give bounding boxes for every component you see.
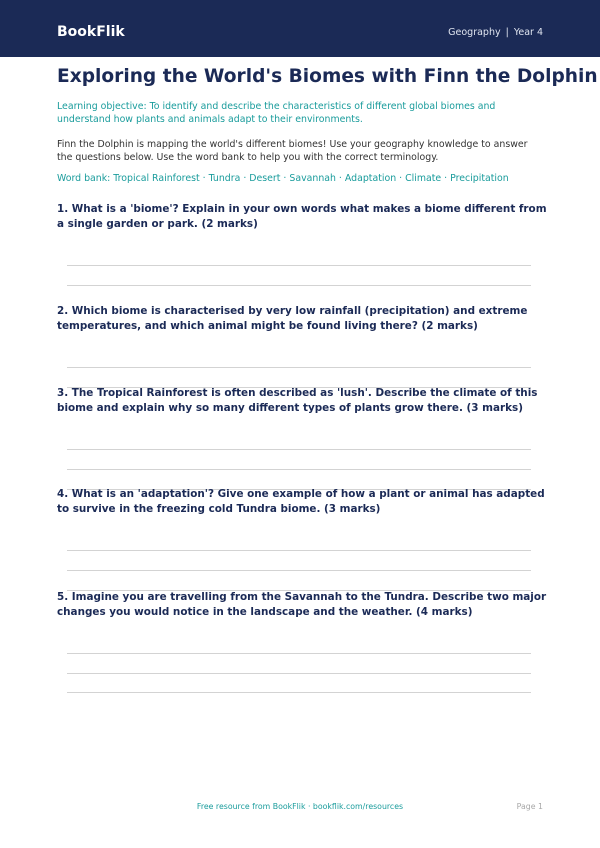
intro-paragraph: Finn the Dolphin is mapping the world's different biomes! Use your geography knowledge to answer the questions below. Use the word bank to help you with the correct terminology.: [57, 139, 528, 163]
page-number: Page 1: [516, 802, 543, 811]
answer-line[interactable]: [67, 469, 531, 470]
worksheet-title: Exploring the World's Biomes with Finn the Dolphin: [57, 66, 598, 87]
header-meta: [448, 27, 543, 39]
question-1: 1. What is a 'biome'? Explain in your own words what makes a biome different from a single garden or park. (2 marks): [57, 203, 547, 230]
answer-line[interactable]: [67, 449, 531, 450]
answer-line[interactable]: [67, 692, 531, 693]
answer-line[interactable]: [67, 367, 531, 368]
answer-line[interactable]: [67, 550, 531, 551]
question-5: 5. Imagine you are travelling from the Savannah to the Tundra. Describe two major changes you would notice in the landscape and the weather. (4 marks): [57, 591, 547, 618]
answer-line[interactable]: [67, 570, 531, 571]
question-4: 4. What is an 'adaptation'? Give one example of how a plant or animal has adapted to survive in the freezing cold Tundra biome. (3 marks): [57, 488, 545, 515]
year-label: Year 4: [513, 27, 543, 38]
word-bank: Word bank: Tropical Rainforest · Tundra · Desert · Savannah · Adaptation · Climate · Precipitation: [57, 173, 509, 184]
answer-line[interactable]: [67, 673, 531, 674]
answer-line[interactable]: [67, 285, 531, 286]
learning-objective: Learning objective: To identify and describe the characteristics of different global biomes and understand how plants and animals adapt to their environments.: [57, 101, 496, 125]
question-2: 2. Which biome is characterised by very low rainfall (precipitation) and extreme temperatures, and which animal might be found living there? (2 marks): [57, 305, 528, 332]
answer-line[interactable]: [67, 265, 531, 266]
header-separator: |: [505, 27, 509, 38]
question-3: 3. The Tropical Rainforest is often described as 'lush'. Describe the climate of this biome and explain why so many different types of plants grow there. (3 marks): [57, 387, 538, 414]
answer-line[interactable]: [67, 653, 531, 654]
page-header: [0, 0, 600, 57]
footer-resource-link[interactable]: Free resource from BookFlik · bookflik.com/resources: [196, 802, 404, 811]
brand-logo: BookFlik: [57, 24, 125, 40]
subject-label: Geography: [448, 27, 501, 38]
